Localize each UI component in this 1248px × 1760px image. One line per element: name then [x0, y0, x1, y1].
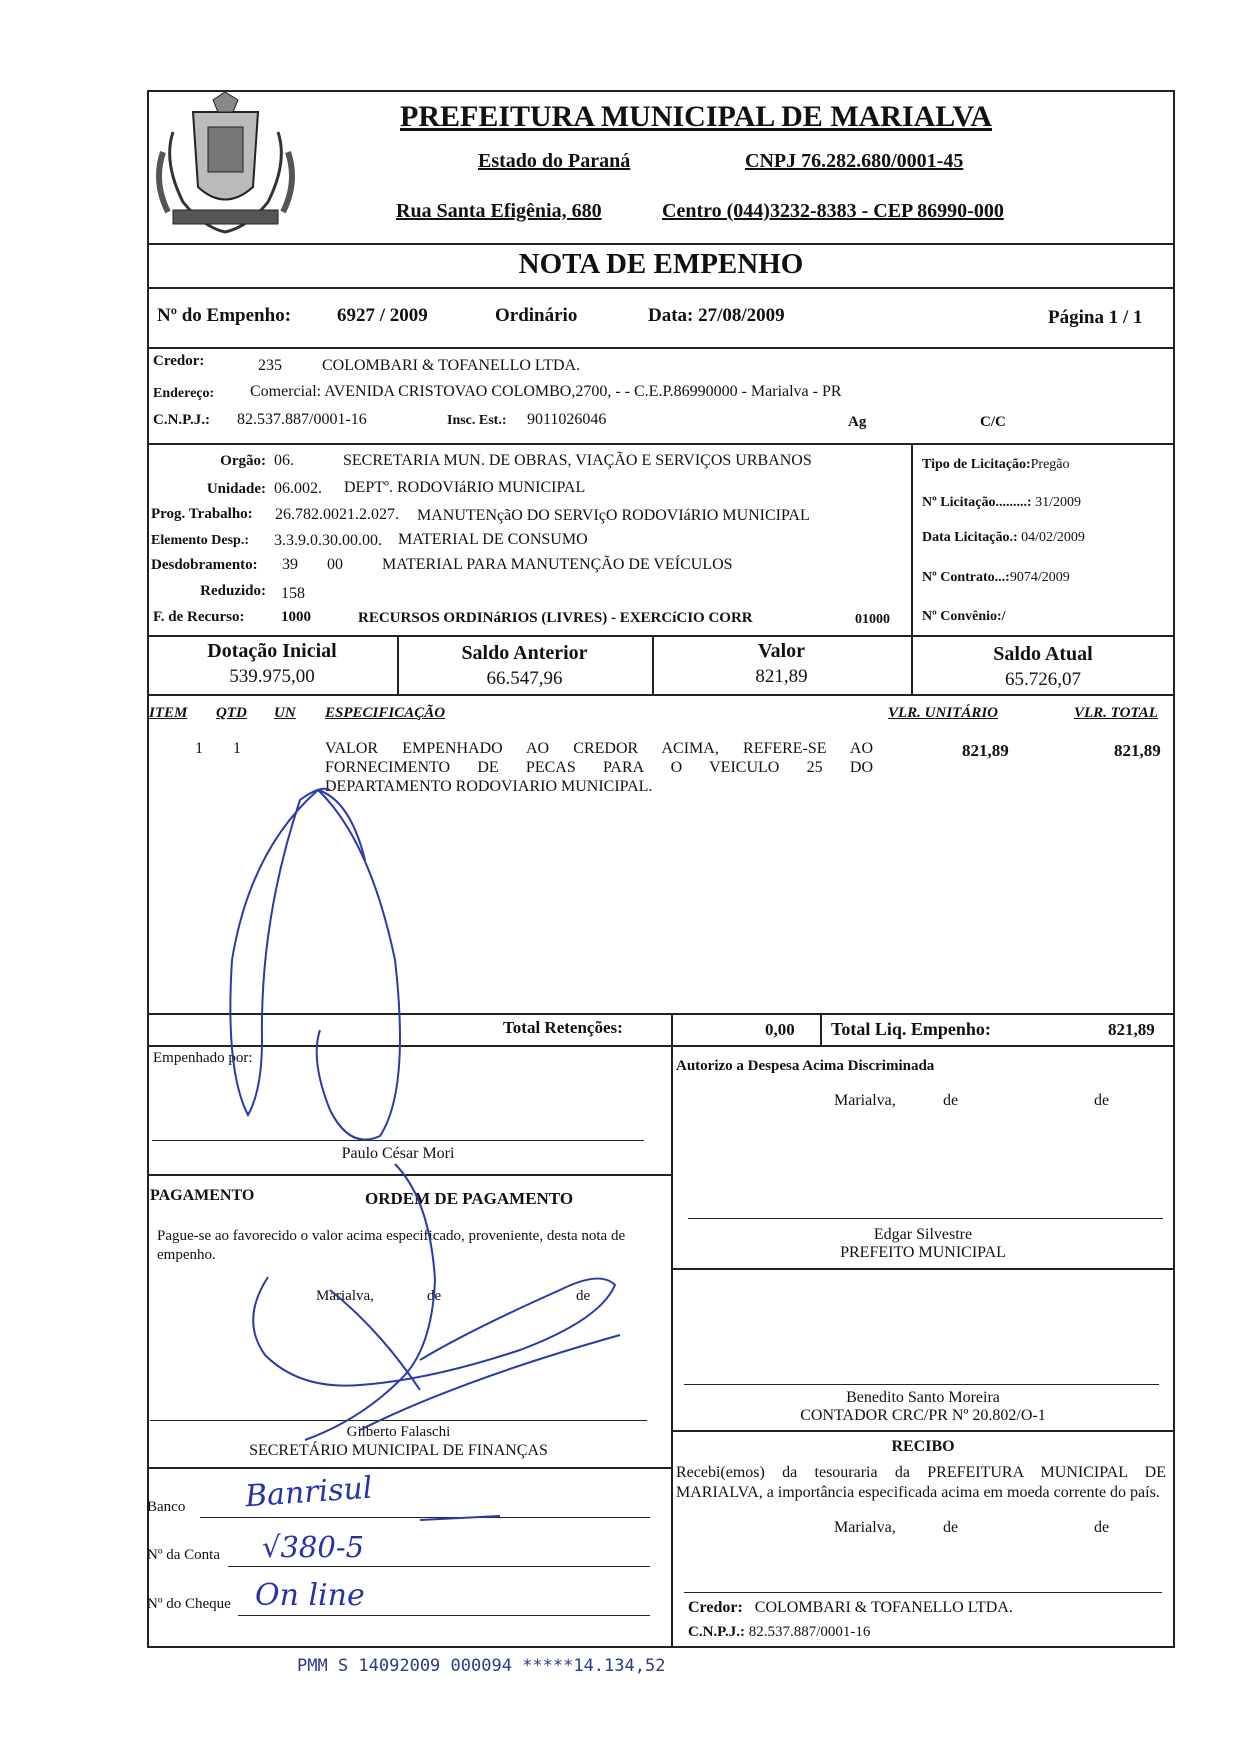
recibo-credor: Credor: COLOMBARI & TOFANELLO LTDA. — [688, 1599, 1013, 1616]
empenhado-nome: Paulo César Mori — [341, 1145, 455, 1162]
credor-cnpj: 82.537.887/0001-16 — [237, 411, 367, 428]
unidade-label: Unidade: — [206, 481, 266, 497]
empenhado-por-label: Empenhado por: — [153, 1050, 253, 1066]
cashier-stamp: PMM S 14092009 000094 *****14.134,52 — [297, 1656, 666, 1676]
dotacao-inicial-label: Dotação Inicial — [207, 640, 337, 662]
elemento-code: 3.3.9.0.30.00.00. — [274, 532, 382, 549]
insc-value: 9011026046 — [527, 411, 607, 428]
col-item: ITEM — [149, 705, 188, 721]
conta-value[interactable]: √380-5 — [262, 1530, 365, 1564]
page-title: PREFEITURA MUNICIPAL DE MARIALVA — [400, 100, 993, 133]
recibo-title: RECIBO — [891, 1438, 955, 1455]
desdobramento-name: MATERIAL PARA MANUTENÇÃO DE VEÍCULOS — [382, 556, 733, 573]
endereco-value: Comercial: AVENIDA CRISTOVAO COLOMBO,2700, - - C.E.P.86990000 - Marialva - PR — [250, 383, 842, 400]
total-retencoes-label: Total Retenções: — [503, 1018, 623, 1037]
prefeito-nome: Edgar Silvestre — [873, 1226, 973, 1243]
doc-title: NOTA DE EMPENHO — [518, 248, 804, 280]
reduzido-label: Reduzido: — [200, 583, 266, 599]
reduzido-value: 158 — [281, 585, 305, 602]
col-vlr-unitario: VLR. UNITÁRIO — [888, 705, 999, 721]
agencia-label: Ag — [848, 414, 867, 430]
col-vlr-total: VLR. TOTAL — [1074, 705, 1158, 721]
recibo-texto: Recebi(emos) da tesouraria da PREFEITURA MUNICIPAL DE MARIALVA, a importância especificada acima em moeda corrente do país. — [676, 1464, 1166, 1501]
orgao-label: Orgão: — [220, 453, 266, 469]
address2-label: Centro (044)3232-8383 - CEP 86990-000 — [662, 200, 1004, 222]
empenho-number-label: Nº do Empenho: — [157, 305, 292, 326]
banco-label: Banco — [147, 1499, 186, 1515]
pagamento-label: PAGAMENTO — [150, 1187, 255, 1204]
total-liquido-label: Total Liq. Empenho: — [831, 1019, 991, 1039]
item-desc-line3: DEPARTAMENTO RODOVIARIO MUNICIPAL. — [325, 778, 653, 795]
recibo-de2: de — [1094, 1519, 1110, 1536]
state-label: Estado do Paraná — [478, 150, 631, 172]
item-desc-line2: FORNECIMENTO DE PECAS PARA O VEICULO 25 DO — [325, 759, 873, 776]
desdobramento-label: Desdobramento: — [151, 557, 258, 573]
prefeito-cargo: PREFEITO MUNICIPAL — [840, 1244, 1006, 1261]
empenho-date: Data: 27/08/2009 — [648, 305, 785, 326]
ordem-pagamento-label: ORDEM DE PAGAMENTO — [365, 1189, 574, 1208]
contador-nome: Benedito Santo Moreira — [846, 1389, 1000, 1406]
saldo-anterior-value: 66.547,96 — [486, 668, 563, 689]
recurso-label: F. de Recurso: — [153, 609, 245, 625]
saldo-atual-value: 65.726,07 — [1005, 669, 1081, 690]
valor-value: 821,89 — [755, 666, 808, 687]
item-vlr-unitario: 821,89 — [962, 741, 1009, 760]
pagamento-de2: de — [576, 1288, 591, 1304]
licitacao-tipo: Tipo de Licitação:Pregão — [922, 457, 1070, 472]
dotacao-inicial-value: 539.975,00 — [229, 666, 315, 687]
unidade-code: 06.002. — [274, 480, 322, 497]
conta-corrente-label: C/C — [980, 414, 1006, 430]
col-un: UN — [274, 705, 296, 721]
recibo-de1: de — [943, 1519, 959, 1536]
empenho-type: Ordinário — [495, 305, 578, 326]
orgao-name: SECRETARIA MUN. DE OBRAS, VIAÇÃO E SERVIÇOS URBANOS — [343, 452, 812, 469]
saldo-atual-label: Saldo Atual — [993, 643, 1093, 665]
empenho-number: 6927 / 2009 — [337, 305, 428, 326]
item-number: 1 — [195, 740, 203, 757]
credor-code: 235 — [258, 357, 282, 374]
contador-cargo: CONTADOR CRC/PR Nº 20.802/O-1 — [800, 1407, 1046, 1424]
elemento-name: MATERIAL DE CONSUMO — [398, 531, 588, 548]
recurso-name: RECURSOS ORDINáRIOS (LIVRES) - EXERCíCIO CORR — [358, 610, 753, 626]
pagamento-local: Marialva, — [316, 1288, 374, 1304]
autorizo-de2: de — [1094, 1092, 1110, 1109]
desdobramento-code2: 00 — [327, 556, 343, 573]
banco-value[interactable]: Banrisul — [243, 1470, 374, 1515]
col-qtd: QTD — [216, 705, 247, 721]
desdobramento-code1: 39 — [282, 556, 298, 573]
autorizo-local: Marialva, — [834, 1092, 896, 1109]
credor-cnpj-label: C.N.P.J.: — [153, 412, 210, 428]
licitacao-data: Data Licitação.: 04/02/2009 — [922, 530, 1085, 545]
recurso-code2: 01000 — [855, 612, 890, 627]
autorizo-label: Autorizo a Despesa Acima Discriminada — [676, 1058, 935, 1074]
prog-label: Prog. Trabalho: — [151, 506, 253, 522]
pagamento-texto: Pague-se ao favorecido o valor acima especificado, proveniente, desta nota de empenho. — [157, 1228, 626, 1263]
recurso-code: 1000 — [281, 609, 311, 625]
pagamento-de1: de — [427, 1288, 442, 1304]
secretario-cargo: SECRETÁRIO MUNICIPAL DE FINANÇAS — [249, 1442, 548, 1459]
total-liquido-value: 821,89 — [1108, 1020, 1155, 1039]
item-qtd: 1 — [233, 740, 241, 757]
endereco-label: Endereço: — [153, 386, 215, 401]
licitacao-numero: Nº Licitação.........: 31/2009 — [922, 495, 1081, 510]
credor-name: COLOMBARI & TOFANELLO LTDA. — [322, 357, 581, 374]
unidade-name: DEPTº. RODOVIáRIO MUNICIPAL — [344, 479, 586, 496]
autorizo-de1: de — [943, 1092, 959, 1109]
cnpj-label: CNPJ 76.282.680/0001-45 — [745, 150, 964, 172]
page-number: Página 1 / 1 — [1048, 307, 1143, 328]
licitacao-convenio: Nº Convênio:/ — [922, 609, 1006, 624]
cheque-value[interactable]: On line — [255, 1578, 365, 1613]
secretario-nome: Gilberto Falaschi — [346, 1424, 451, 1440]
item-vlr-total: 821,89 — [1114, 741, 1161, 760]
conta-label: Nº da Conta — [147, 1547, 220, 1563]
cheque-label: Nº do Cheque — [147, 1596, 231, 1612]
insc-label: Insc. Est.: — [447, 413, 507, 428]
recibo-cnpj: C.N.P.J.: 82.537.887/0001-16 — [688, 1624, 871, 1640]
licitacao-contrato: Nº Contrato...:9074/2009 — [922, 570, 1070, 585]
coat-of-arms-icon — [153, 92, 298, 240]
address-label: Rua Santa Efigênia, 680 — [396, 200, 602, 222]
valor-label: Valor — [757, 640, 806, 662]
item-desc-line1: VALOR EMPENHADO AO CREDOR ACIMA, REFERE-SE AO — [325, 740, 873, 757]
col-especificacao: ESPECIFICAÇÃO — [325, 705, 446, 721]
credor-label: Credor: — [153, 353, 205, 369]
saldo-anterior-label: Saldo Anterior — [461, 642, 588, 664]
orgao-code: 06. — [274, 452, 294, 469]
prog-code: 26.782.0021.2.027. — [275, 506, 399, 523]
total-retencoes-value: 0,00 — [765, 1020, 795, 1039]
recibo-local: Marialva, — [834, 1519, 896, 1536]
elemento-label: Elemento Desp.: — [151, 533, 249, 548]
prog-name: MANUTENçãO DO SERVIçO RODOVIáRIO MUNICIPAL — [417, 507, 810, 524]
